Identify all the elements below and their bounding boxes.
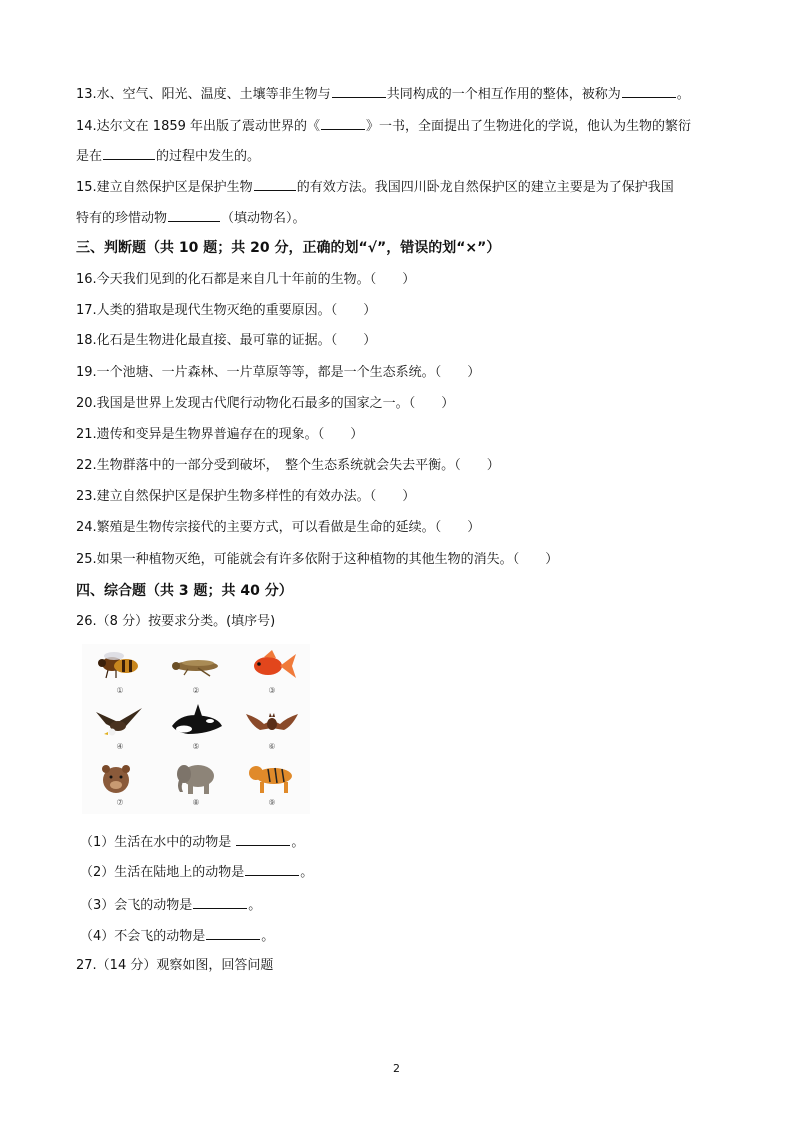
judgment-24: 24.繁殖是生物传宗接代的主要方式，可以看做是生命的延续。（ ） xyxy=(76,520,481,535)
answer-paren[interactable]: （ ） xyxy=(369,272,416,287)
judgment-17: 17.人类的猎取是现代生物灭绝的重要原因。（ ） xyxy=(76,303,377,318)
answer-paren[interactable]: （ ） xyxy=(369,489,416,504)
section-4-title: 四、综合题（共 3 题；共 40 分） xyxy=(76,583,293,599)
judgment-20: 20.我国是世界上发现古代爬行动物化石最多的国家之一。（ ） xyxy=(76,396,455,411)
animal-8: ⑧ xyxy=(160,758,232,812)
goldfish-icon xyxy=(244,648,300,684)
judgment-19: 19.一个池塘、一片森林、一片草原等等，都是一个生态系统。（ ） xyxy=(76,365,481,380)
answer-blank[interactable] xyxy=(622,84,676,98)
answer-blank[interactable] xyxy=(321,116,365,130)
answer-paren[interactable]: （ ） xyxy=(434,365,481,380)
answer-blank[interactable] xyxy=(168,208,220,222)
answer-blank[interactable] xyxy=(245,862,299,876)
animal-3: ③ xyxy=(236,646,308,700)
answer-paren[interactable]: （ ） xyxy=(317,427,364,442)
animal-1: ① xyxy=(84,646,156,700)
judgment-22: 22.生物群落中的一部分受到破坏， 整个生态系统就会失去平衡。（ ） xyxy=(76,458,500,473)
answer-blank[interactable] xyxy=(193,895,247,909)
judgment-23: 23.建立自然保护区是保护生物多样性的有效办法。（ ） xyxy=(76,489,416,504)
answer-paren[interactable]: （ ） xyxy=(408,396,455,411)
bee-icon xyxy=(92,648,148,684)
q26-sub-4: （4）不会飞的动物是 。 xyxy=(80,926,274,946)
answer-blank[interactable] xyxy=(236,832,290,846)
orca-icon xyxy=(168,704,224,740)
answer-paren[interactable]: （ ） xyxy=(512,552,559,567)
answer-blank[interactable] xyxy=(206,926,260,940)
animal-picture-grid xyxy=(82,644,310,814)
judgment-21: 21.遗传和变异是生物界普遍存在的现象。（ ） xyxy=(76,427,364,442)
question-13: 13.水、空气、阳光、温度、土壤等非生物与 共同构成的一个相互作用的整体，被称为 。 xyxy=(76,84,690,104)
question-26-heading: 26.（8 分）按要求分类。(填序号) xyxy=(76,614,276,629)
page-number: 2 xyxy=(393,1062,400,1075)
locust-icon xyxy=(168,648,224,684)
answer-paren[interactable]: （ ） xyxy=(330,303,377,318)
question-15: 15.建立自然保护区是保护生物 的有效方法。我国四川卧龙自然保护区的建立主要是为了保护我国 xyxy=(76,177,674,197)
answer-paren[interactable]: （ ） xyxy=(330,333,377,348)
question-14: 14.达尔文在 1859 年出版了震动世界的《 》一书，全面提出了生物进化的学说，他认为生物的繁衍 xyxy=(76,116,691,136)
question-27-heading: 27.（14 分）观察如图，回答问题 xyxy=(76,958,274,973)
animal-4: ④ xyxy=(84,702,156,756)
bat-icon xyxy=(244,704,300,740)
answer-blank[interactable] xyxy=(103,146,155,160)
animal-7: ⑦ xyxy=(84,758,156,812)
answer-blank[interactable] xyxy=(332,84,386,98)
bear-icon xyxy=(92,760,148,796)
answer-blank[interactable] xyxy=(254,177,296,191)
q26-sub-3: （3）会飞的动物是 。 xyxy=(80,895,261,915)
q26-sub-2: （2）生活在陆地上的动物是 。 xyxy=(80,862,313,882)
elephant-icon xyxy=(168,760,224,796)
animal-6: ⑥ xyxy=(236,702,308,756)
animal-5: ⑤ xyxy=(160,702,232,756)
question-15-line2: 特有的珍惜动物 （填动物名）。 xyxy=(76,208,306,228)
judgment-25: 25.如果一种植物灭绝，可能就会有许多依附于这种植物的其他生物的消失。（ ） xyxy=(76,552,559,567)
tiger-icon xyxy=(244,760,300,796)
eagle-icon xyxy=(92,704,148,740)
animal-2: ② xyxy=(160,646,232,700)
question-14-line2: 是在 的过程中发生的。 xyxy=(76,146,260,166)
judgment-16: 16.今天我们见到的化石都是来自几十年前的生物。（ ） xyxy=(76,272,416,287)
section-3-title: 三、判断题（共 10 题；共 20 分，正确的划“√”，错误的划“×”） xyxy=(76,240,501,256)
judgment-18: 18.化石是生物进化最直接、最可靠的证据。（ ） xyxy=(76,333,377,348)
q26-sub-1: （1）生活在水中的动物是 。 xyxy=(80,832,304,852)
answer-paren[interactable]: （ ） xyxy=(454,458,500,473)
animal-9: ⑨ xyxy=(236,758,308,812)
answer-paren[interactable]: （ ） xyxy=(434,520,481,535)
